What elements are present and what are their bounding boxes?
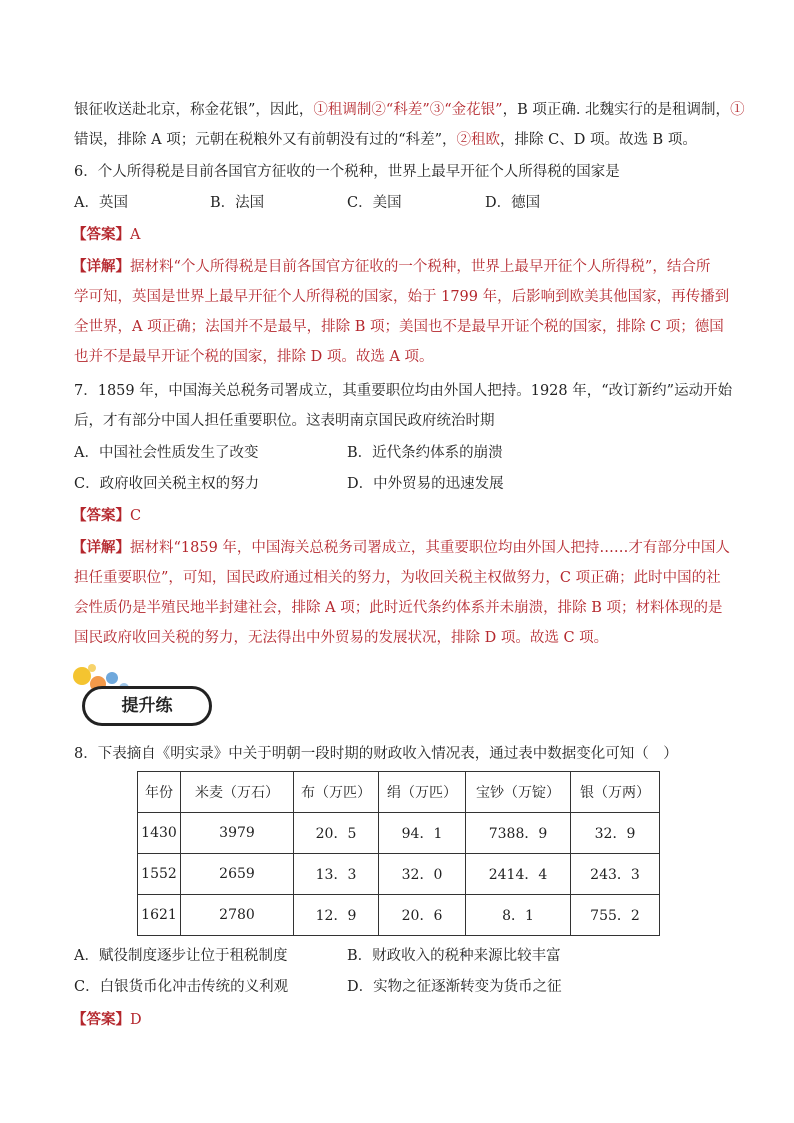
table-cell: 20．6 [379, 895, 466, 936]
q6-option-d: D．德国 [485, 195, 541, 211]
table-cell: 32．9 [571, 813, 660, 854]
table-cell: 2780 [181, 895, 294, 936]
answer-value: A [130, 227, 141, 243]
highlight-text: ①租调制②“科差”③“金花银” [313, 102, 503, 118]
table-row [138, 895, 660, 936]
q7-option-c: C．政府收回关税主权的努力 [74, 476, 260, 492]
table-header-cell: 米麦（万石） [181, 772, 294, 813]
q8-option-b: B．财政收入的税种来源比较丰富 [347, 948, 561, 964]
detail-text: 据材料“个人所得税是目前各国官方征收的一个税种，世界上最早开征个人所得税”，结合所 [130, 259, 711, 275]
text-segment: ，B 项正确. 北魏实行的是租调制， [502, 102, 731, 118]
fiscal-revenue-table [137, 771, 660, 936]
table-cell: 32．0 [379, 854, 466, 895]
q6-detail-line-1 [72, 257, 728, 277]
table-row [138, 813, 660, 854]
table-cell: 12．9 [294, 895, 379, 936]
q8-stem: 8．下表摘自《明实录》中关于明朝一段时期的财政收入情况表，通过表中数据变化可知（ ） [74, 746, 678, 762]
text-segment: 银征收送赴北京，称金花银”，因此， [74, 102, 314, 118]
highlight-text: ① [730, 102, 745, 118]
q7-detail-line-1 [72, 538, 728, 558]
table-header-cell: 绢（万匹） [379, 772, 466, 813]
q7-answer [72, 506, 728, 526]
detail-label: 【详解】 [72, 539, 130, 556]
q7-option-a: A．中国社会性质发生了改变 [74, 445, 259, 461]
table-cell: 1430 [138, 813, 181, 854]
q8-answer [72, 1010, 728, 1030]
answer-value: D [130, 1012, 142, 1028]
q7-detail-line-4: 国民政府收回关税的努力，无法得出中外贸易的发展状况，排除 D 项。故选 C 项。 [74, 630, 609, 646]
table-cell: 1552 [138, 854, 181, 895]
table-cell: 13．3 [294, 854, 379, 895]
table-header-cell: 布（万匹） [294, 772, 379, 813]
table-cell: 1621 [138, 895, 181, 936]
highlight-text: ②租欧 [456, 132, 501, 148]
q8-option-a: A．赋役制度逐步让位于租税制度 [74, 948, 288, 964]
text-segment: ，排除 C、D 项。故选 B 项。 [500, 132, 697, 148]
detail-label: 【详解】 [72, 258, 130, 275]
detail-text: 据材料“1859 年，中国海关总税务司署成立，其重要职位均由外国人把持……才有部分中国人 [130, 540, 730, 556]
q6-option-c: C．美国 [347, 195, 402, 211]
table-header-cell: 银（万两） [571, 772, 660, 813]
table-header-cell: 年份 [138, 772, 181, 813]
answer-label: 【答案】 [72, 226, 130, 243]
table-row [138, 854, 660, 895]
table-cell: 8．1 [466, 895, 571, 936]
table-cell: 3979 [181, 813, 294, 854]
answer-value: C [130, 508, 142, 524]
q7-stem-line-1: 7．1859 年，中国海关总税务司署成立，其重要职位均由外国人把持。1928 年，“改订新约”运动开始 [74, 383, 733, 399]
answer-label: 【答案】 [72, 1011, 130, 1028]
q8-option-c: C．白银货币化冲击传统的义利观 [74, 979, 289, 995]
q6-answer [72, 225, 728, 245]
answer-label: 【答案】 [72, 507, 130, 524]
q7-detail-line-2: 担任重要职位”，可知，国民政府通过相关的努力，为收回关税主权做努力，C 项正确；此时中国的社 [74, 570, 721, 586]
q7-stem-line-2: 后，才有部分中国人担任重要职位。这表明南京国民政府统治时期 [74, 413, 495, 429]
table-cell: 94．1 [379, 813, 466, 854]
q6-detail-line-4: 也并不是最早开证个税的国家，排除 D 项。故选 A 项。 [74, 349, 434, 365]
prev-explanation-line-1 [74, 100, 745, 120]
q7-detail-line-3: 会性质仍是半殖民地半封建社会，排除 A 项；此时近代条约体系并未崩溃，排除 B 项；材料体现的是 [74, 600, 723, 616]
q8-option-d: D．实物之征逐渐转变为货币之征 [347, 979, 562, 995]
table-cell: 20．5 [294, 813, 379, 854]
section-badge [72, 664, 222, 736]
q6-detail-line-3: 全世界，A 项正确；法国并不是最早，排除 B 项；美国也不是最早开证个税的国家，排除 C 项；德国 [74, 319, 724, 335]
table-header-row [138, 772, 660, 813]
q7-option-d: D．中外贸易的迅速发展 [347, 476, 504, 492]
table-cell: 243．3 [571, 854, 660, 895]
q7-option-b: B．近代条约体系的崩溃 [347, 445, 503, 461]
table-header-cell: 宝钞（万锭） [466, 772, 571, 813]
prev-explanation-line-2 [74, 130, 728, 150]
table-cell: 755．2 [571, 895, 660, 936]
table-cell: 2659 [181, 854, 294, 895]
text-segment: 错误，排除 A 项；元朝在税粮外又有前朝没有过的“科差”， [74, 132, 457, 148]
q6-option-b: B．法国 [210, 195, 265, 211]
section-badge-label: 提升练 [82, 686, 212, 726]
q6-option-a: A．英国 [74, 195, 128, 211]
table-cell: 7388．9 [466, 813, 571, 854]
q6-stem: 6．个人所得税是目前各国官方征收的一个税种，世界上最早开征个人所得税的国家是 [74, 164, 620, 180]
table-cell: 2414．4 [466, 854, 571, 895]
q6-detail-line-2: 学可知，英国是世界上最早开征个人所得税的国家，始于 1799 年，后影响到欧美其他国家，再传播到 [74, 289, 730, 305]
